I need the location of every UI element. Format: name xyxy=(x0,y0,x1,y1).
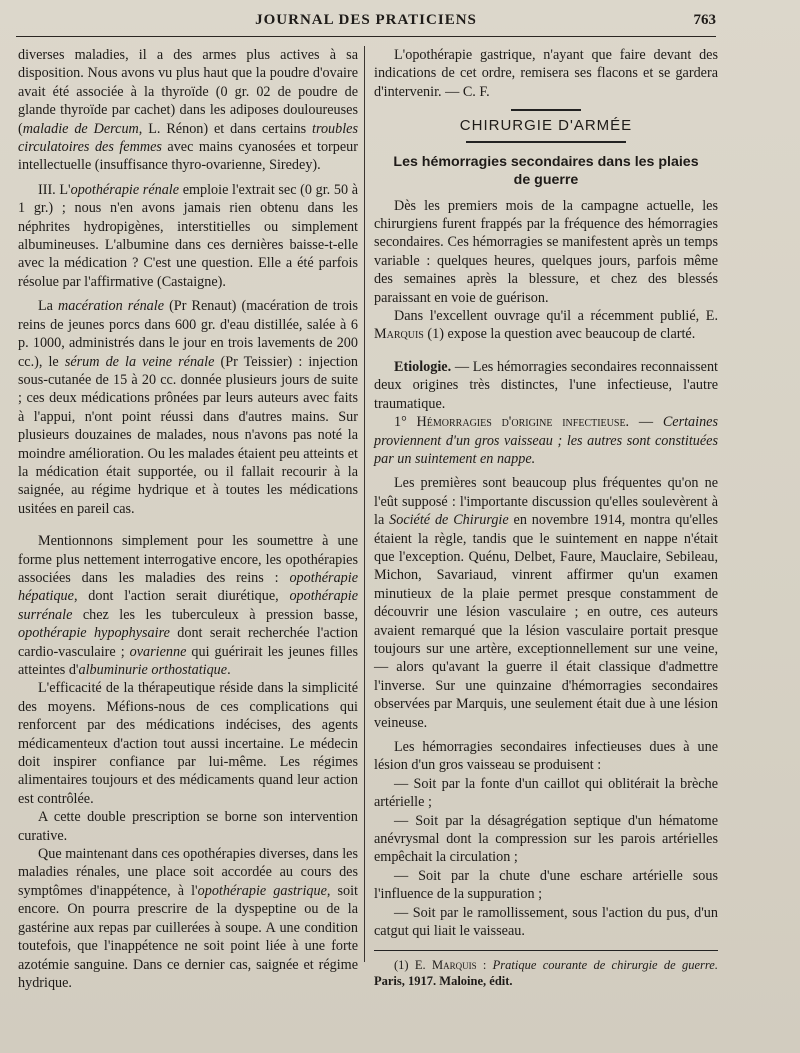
paragraph xyxy=(18,532,358,679)
column-divider xyxy=(364,46,365,962)
text: (Pr Renaut) (macération de trois reins de jeunes porcs dans 600 gr. d'eau distillée, salée à 6 p. 1000, administrés dans le jour en trois lavements de 200 cc.), le xyxy=(18,298,358,370)
italic-text: Pratique courante de chirurgie de guerre. xyxy=(492,958,718,973)
text: . xyxy=(227,662,231,678)
paragraph xyxy=(18,845,358,992)
right-column xyxy=(374,46,718,989)
text: Mentionnons simplement pour les soumettre à une forme plus nettement interrogative encore, les opothérapies associées dans les maladies des reins : xyxy=(18,533,358,586)
text: (1) E. xyxy=(394,958,432,973)
text: 1° xyxy=(394,414,417,431)
paragraph xyxy=(374,474,718,732)
italic-text: albuminurie orthostatique xyxy=(78,662,228,678)
text: avec mains cyanosées et torpeur intellectuelle (insuffisance thyro-ovarienne, Siredey). xyxy=(18,139,358,174)
footnote-rule xyxy=(374,950,718,951)
paragraph xyxy=(374,358,718,413)
paragraph: Les hémorragies secondaires infectieuses dues à une lésion d'un gros vaisseau se produisent : xyxy=(374,739,718,774)
page-number: 763 xyxy=(693,12,716,28)
paragraph: A cette double prescription se borne son intervention curative. xyxy=(18,809,358,844)
subheading: Hémorragies d'origine infectieuse. xyxy=(416,414,630,431)
section-rule xyxy=(466,141,626,143)
text: , dont l'action serait diurétique, xyxy=(73,588,290,605)
text: Que maintenant dans ces opothérapies diverses, dans les maladies rénales, une place soit accordée au cours des symptômes d'inappétence, à l' xyxy=(18,846,358,899)
text: (1) expose la question avec beaucoup de clarté. xyxy=(423,326,696,343)
paragraph xyxy=(18,46,358,175)
text: , L. Rénon) et dans certains xyxy=(138,120,313,137)
paragraph xyxy=(374,307,718,344)
text: Les premières sont beaucoup plus fréquentes qu'on ne l'eût supposé : l'importante discussion qu'elles soulevèrent à la xyxy=(374,475,718,529)
text: diverses maladies, il a des armes plus actives à sa disposition. Nous avons vu plus haut que la poudre d'ovaire avait été associée à la thyroïde (0 gr. 02 de poudre de glande thyroïde par cachet) dans les adiposes douloureuses ( xyxy=(18,47,358,137)
text: en novembre 1914, montra qu'elles étaient la règle, tandis que le suintement en nappe n'était que l'exception. Quénu, Delbet, Faure, Mauclaire, Sebileau, Michon, Savariaud, vinrent affirmer qu'un examen minutieux de la plaie permet presque constamment de découvrir une lésion vasculaire ; en outre, ces auteurs avaient remarqué que la lésion vasculaire portait presque toujours sur une artère, exceptionnellement sur une veine, — alors qu'avant la guerre il était classique d'admettre l'inverse. Sur une quinzaine d'hémorragies secondaires observées par Marquis, une seulement était due à une lésion veineuse. xyxy=(374,512,718,731)
text: qui guérirait les jeunes filles atteintes d' xyxy=(18,643,359,678)
paragraph: Dès les premiers mois de la campagne actuelle, les chirurgiens furent frappés par la fréquence des hémorragies secondaires. Ces hémorragies se manifestent après un temps variable : quelques heures, quelques jours, parfois même des semaines après la blessure, et chez des blessés paraissant en voie de guérison. xyxy=(374,197,718,306)
section-rule xyxy=(511,109,581,111)
italic-text: maladie de Dercum xyxy=(22,120,139,137)
italic-text: Certaines proviennent d'un gros vaisseau ; les autres sont constituées par un suintement en nappe. xyxy=(374,414,718,467)
text: — xyxy=(629,414,663,431)
italic-text: opothérapie hépatique xyxy=(18,569,358,605)
italic-text: opothérapie rénale xyxy=(70,181,180,198)
text: Paris, 1917. Maloine, édit. xyxy=(374,974,513,989)
article-title: Les hémorragies secondaires dans les plaies de guerre xyxy=(393,153,699,188)
text: emploie l'extrait sec (0 gr. 50 à 1 gr.) ; nous n'en avons jamais rien obtenu dans les néphrites hydropigènes, interstitielles ou simplement albumineuses. L'albumine dans ces dernières baisse-t-elle avec la médication ? C'est une question. Elle a été parfois résolue par l'affirmative (Castaigne). xyxy=(18,181,358,290)
list-item: — Soit par le ramollissement, sous l'action du pus, d'un catgut qui liait le vaisseau. xyxy=(374,904,718,940)
paragraph xyxy=(18,297,358,518)
italic-text: macération rénale xyxy=(58,298,164,315)
italic-text: opothérapie surrénale xyxy=(18,588,358,623)
italic-text: sérum de la veine rénale xyxy=(64,353,215,370)
journal-title: JOURNAL DES PRATICIENS xyxy=(255,12,477,28)
italic-text: ovarienne xyxy=(129,643,187,660)
paragraph: L'efficacité de la thérapeutique réside dans la simplicité des moyens. Méfions-nous de ces complications qui renforcent par des médications indécises, des agents médicamenteux d'action tout aussi incertaine. Le médecin doit inspirer confiance par lui-même. Les régimes alimentaires toujours et des médicaments quand leur action est contrôlée. xyxy=(18,680,358,807)
text: Dans l'excellent ouvrage qu'il a récemment publié, E. xyxy=(394,308,718,325)
text: , soit encore. On pourra prescrire de la dyspeptine ou de la gastérine aux repas par cuillerées à soupe. A une condition toutefois, que l'inappétence ne soit point liée à une forte azotémie sanguine. Dans ce dernier cas, saignée et régime hydrique. xyxy=(18,882,359,991)
paragraph xyxy=(374,413,718,468)
text: — Les hémorragies secondaires reconnaissent deux origines très distinctes, l'une infectieuse, l'autre traumatique. xyxy=(374,358,718,412)
italic-text: troubles circulatoires des femmes xyxy=(18,120,358,156)
italic-text: opothérapie hypophysaire xyxy=(18,625,170,642)
author-name: Marquis xyxy=(374,326,424,343)
list-item: — Soit par la désagrégation septique d'un hématome anévrysmal dont la compression sur les parois artérielles empêchait la circulation ; xyxy=(374,812,718,866)
subheading: Etiologie. xyxy=(394,358,452,375)
italic-text: Société de Chirurgie xyxy=(389,512,509,529)
text: : xyxy=(476,958,493,973)
text: La xyxy=(38,298,59,315)
footnote xyxy=(374,957,718,989)
section-title: CHIRURGIE D'ARMÉE xyxy=(459,116,633,134)
text: dont serait recherchée l'action cardio-vasculaire ; xyxy=(18,625,358,660)
running-header xyxy=(16,8,716,37)
text: chez les les tuberculeux à pression basse, xyxy=(72,606,358,623)
paragraph: L'opothérapie gastrique, n'ayant que faire devant des indications de cet ordre, remisera ses flacons et se gardera d'intervenir. — C. F. xyxy=(374,47,718,100)
list-item: — Soit par la chute d'une eschare artérielle sous l'influence de la suppuration ; xyxy=(374,867,718,903)
text: (Pr Teissier) : injection sous-cutanée de 15 à 20 cc. donnée plusieurs jours de suite ; ces deux médications prônées par leurs auteurs avec faits à l'appui, n'ont point réussi dans d'autres mains. Sur plusieurs douzaines de malades, nous n'avons pas noté la moindre amélioration. Ou les malades étaient peu atteints et la médication était supportée, ou il fallait recourir à la saignée, au régime hydrique et à toutes les médications usitées en pareil cas. xyxy=(18,353,359,517)
italic-text: opothérapie gastrique xyxy=(197,882,327,899)
author-name: Marquis xyxy=(431,958,477,973)
text: III. L' xyxy=(38,181,71,198)
left-column xyxy=(18,46,358,992)
paragraph xyxy=(18,181,358,291)
list-item: — Soit par la fonte d'un caillot qui oblitérait la brèche artérielle ; xyxy=(374,775,718,811)
